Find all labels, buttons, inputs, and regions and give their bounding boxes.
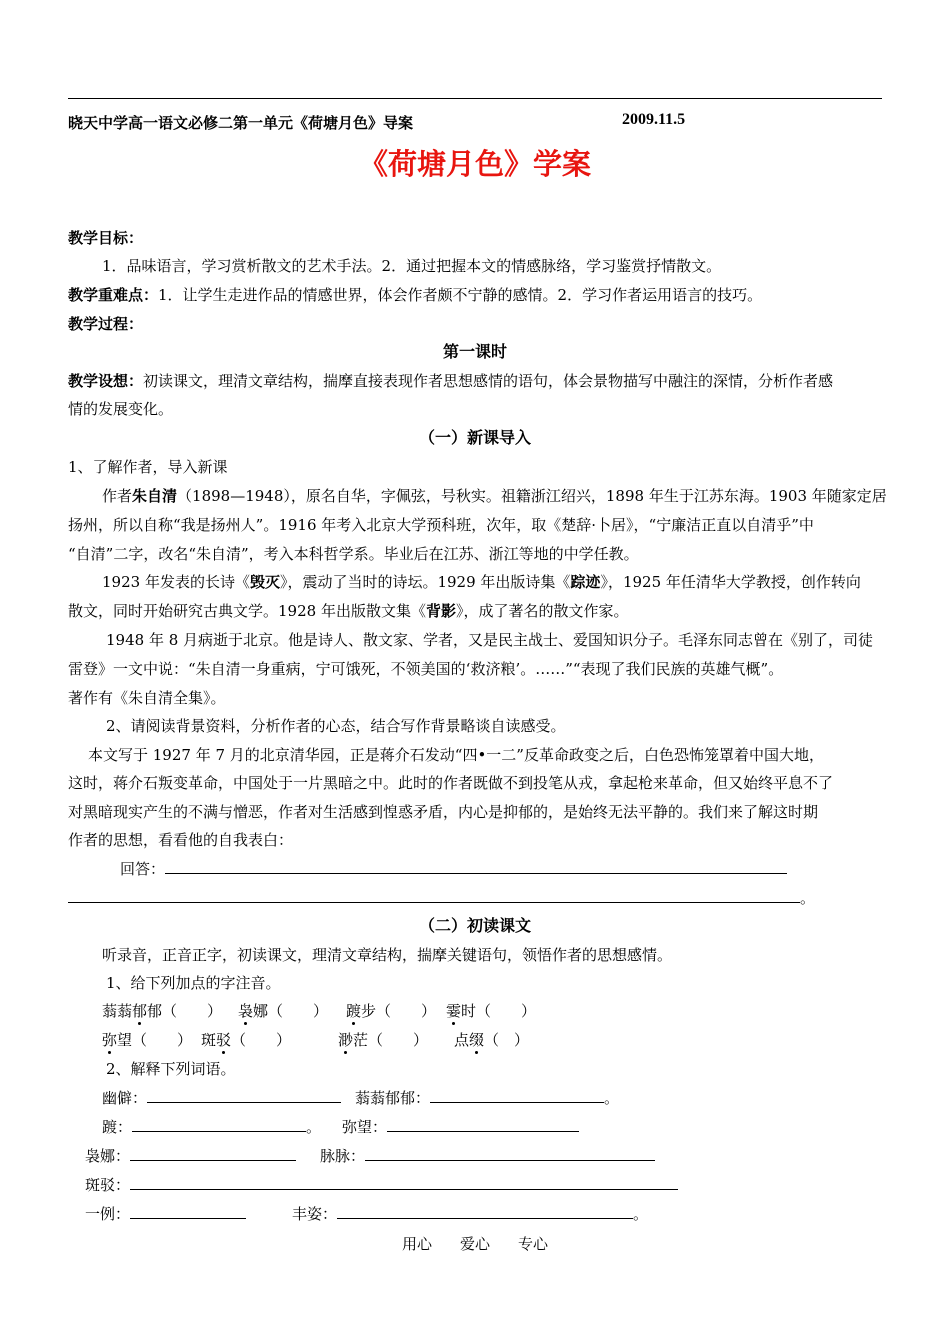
pinyin-item: 渺茫（ ） bbox=[338, 1031, 429, 1049]
design-line1 bbox=[68, 371, 833, 391]
key-points bbox=[68, 285, 762, 305]
design-line2: 情的发展变化。 bbox=[68, 400, 174, 418]
term-duo: 踱： 。 bbox=[102, 1118, 322, 1136]
pinyin-blank[interactable]: （ ） bbox=[476, 1002, 537, 1020]
objectives-text: 1．品味语言，学习赏析散文的艺术手法。2．通过把握本文的情感脉络，学习鉴赏抒情散文。 bbox=[102, 257, 722, 275]
pinyin-item: 踱步（ ） bbox=[346, 1002, 437, 1020]
section1-item2: 2、请阅读背景资料，分析作者的心态，结合写作背景略谈自读感受。 bbox=[106, 717, 566, 735]
answer-blank-1[interactable] bbox=[165, 859, 787, 874]
pinyin-item: 点缀（ ） bbox=[454, 1031, 530, 1049]
p1-text-a: 作者 bbox=[102, 487, 133, 505]
section2-intro: 听录音，正音正字，初读课文，理清文章结构，揣摩关键语句，领悟作者的思想感情。 bbox=[102, 946, 673, 964]
p1-text-b: （1898—1948），原名自华，字佩弦，号秋实。祖籍浙江绍兴，1898 年生于江苏东海。1903 年随家定居 bbox=[177, 487, 887, 505]
answer-blank-2[interactable] bbox=[68, 888, 800, 903]
dotted-char: 踱 bbox=[346, 1002, 362, 1020]
background-line4: 作者的思想，看看他的自我表白： bbox=[68, 831, 294, 849]
pinyin-blank[interactable]: （ ） bbox=[162, 1002, 223, 1020]
term-blank[interactable] bbox=[365, 1146, 655, 1161]
pinyin-item: 霎时（ ） bbox=[446, 1002, 537, 1020]
author-name: 朱自清 bbox=[132, 487, 178, 505]
term-blank[interactable] bbox=[430, 1088, 604, 1103]
author-paragraph-line2: 扬州，所以自称“我是扬州人”。1916 年考入北京大学预科班，次年，取《楚辞·卜居》，“宁廉洁正直以自清乎”中 bbox=[68, 516, 814, 534]
term-blank[interactable] bbox=[337, 1204, 633, 1219]
key-points-label: 教学重难点： bbox=[68, 286, 159, 304]
design-label: 教学设想： bbox=[68, 372, 144, 390]
term-blank[interactable] bbox=[130, 1175, 678, 1190]
answer-label: 回答： bbox=[120, 860, 166, 878]
dotted-char: 袅 bbox=[238, 1002, 254, 1020]
header-date: 2009.11.5 bbox=[622, 111, 686, 128]
author-paragraph-line1 bbox=[102, 486, 887, 506]
question1: 1、给下列加点的字注音。 bbox=[106, 974, 281, 992]
background-line3: 对黑暗现实产生的不满与憎恶，作者对生活感到惶惑矛盾，内心是抑郁的，是始终无法平静的。我们来了解这时期 bbox=[68, 803, 819, 821]
dotted-char: 缀 bbox=[469, 1031, 485, 1049]
key-points-text: 1．让学生走进作品的情感世界，体会作者颇不宁静的感情。2．学习作者运用语言的技巧。 bbox=[158, 286, 763, 304]
section1-item1: 1、了解作者，导入新课 bbox=[68, 458, 228, 476]
term-blank[interactable] bbox=[130, 1204, 246, 1219]
dotted-char: 渺 bbox=[338, 1031, 354, 1049]
page-footer bbox=[0, 1233, 950, 1254]
page-title: 《荷塘月色》学案 bbox=[358, 147, 591, 181]
term-blank[interactable] bbox=[387, 1117, 579, 1132]
pinyin-blank[interactable]: （ ） bbox=[268, 1002, 329, 1020]
p2-text-c: 》，1925 年任清华大学教授，创作转向 bbox=[600, 573, 861, 591]
term-blank[interactable] bbox=[132, 1117, 306, 1132]
pinyin-blank[interactable]: （ ） bbox=[132, 1031, 193, 1049]
author-paragraph-line3: “自清”二字，改名“朱自清”，考入本科哲学系。毕业后在江苏、浙江等地的中学任教。 bbox=[68, 545, 639, 563]
p2-text-b: 》，震动了当时的诗坛。1929 年出版诗集《 bbox=[279, 573, 571, 591]
works-paragraph-line2 bbox=[68, 601, 628, 621]
death-paragraph-line1: 1948 年 8 月病逝于北京。他是诗人、散文家、学者，又是民主战士、爱国知识分子。毛泽东同志曾在《别了，司徒 bbox=[106, 631, 874, 649]
death-paragraph-line3: 著作有《朱自清全集》。 bbox=[68, 689, 226, 707]
dotted-char: 霎 bbox=[446, 1002, 462, 1020]
objectives-label: 教学目标： bbox=[68, 229, 144, 247]
term-fengzi: 丰姿： 。 bbox=[292, 1205, 649, 1223]
pinyin-blank[interactable]: （ ） bbox=[484, 1031, 530, 1049]
section1-title: （一）新课导入 bbox=[418, 428, 531, 447]
works-paragraph-line1 bbox=[102, 572, 861, 592]
footer-word: 用心 bbox=[401, 1235, 432, 1253]
pinyin-item: 弥望（ ） bbox=[102, 1031, 193, 1049]
term-miwang: 弥望： bbox=[342, 1117, 579, 1137]
pinyin-item: 袅娜（ ） bbox=[238, 1002, 329, 1020]
footer-word: 专心 bbox=[518, 1235, 549, 1253]
pinyin-blank[interactable]: （ ） bbox=[376, 1002, 437, 1020]
work-title-3: 背影 bbox=[425, 602, 456, 620]
footer-word: 爱心 bbox=[459, 1235, 490, 1253]
p2-line2-a: 散文，同时开始研究古典文学。1928 年出版散文集《 bbox=[68, 602, 426, 620]
pinyin-blank[interactable]: （ ） bbox=[231, 1031, 292, 1049]
pinyin-item: 蓊蓊郁郁（ ） bbox=[102, 1002, 223, 1020]
dotted-char: 郁 bbox=[132, 1002, 148, 1020]
process-label: 教学过程： bbox=[68, 315, 144, 333]
dotted-char: 驳 bbox=[216, 1031, 232, 1049]
background-line2: 这时，蒋介石叛变革命，中国处于一片黑暗之中。此时的作者既做不到投笔从戎，拿起枪来革命，但又始终平息不了 bbox=[68, 774, 834, 792]
answer-row-2 bbox=[68, 888, 815, 908]
term-yili: 一例： bbox=[85, 1204, 246, 1224]
header-school-title: 晓天中学高一语文必修二第一单元《荷塘月色》导案 bbox=[68, 114, 414, 132]
term-momo: 脉脉： bbox=[320, 1146, 655, 1166]
term-niaonuo: 袅娜： bbox=[85, 1146, 296, 1166]
term-blank[interactable] bbox=[130, 1146, 296, 1161]
design-text-1: 初读课文，理清文章结构，揣摩直接表现作者思想感情的语句，体会景物描写中融注的深情，分析作者感 bbox=[143, 372, 834, 390]
header-rule bbox=[68, 98, 882, 99]
background-line1: 本文写于 1927 年 7 月的北京清华园，正是蒋介石发动“四•一二”反革命政变之后，白色恐怖笼罩着中国大地， bbox=[88, 746, 824, 764]
work-title-2: 踪迹 bbox=[570, 573, 601, 591]
p2-line2-b: 》，成了著名的散文作家。 bbox=[455, 602, 629, 620]
death-paragraph-line2: 雷登》一文中说：“朱自清一身重病，宁可饿死，不领美国的‘救济粮’。……”“表现了我们民族的英雄气概”。 bbox=[68, 660, 784, 678]
work-title-1: 毁灭 bbox=[249, 573, 280, 591]
term-wengweng: 蓊蓊郁郁： 。 bbox=[355, 1089, 620, 1107]
question2: 2、解释下列词语。 bbox=[106, 1060, 236, 1078]
term-youpi: 幽僻： bbox=[102, 1088, 341, 1108]
answer-end: 。 bbox=[800, 889, 816, 907]
dotted-char: 弥 bbox=[102, 1031, 118, 1049]
pinyin-blank[interactable]: （ ） bbox=[368, 1031, 429, 1049]
term-banbo: 斑驳： bbox=[85, 1175, 678, 1195]
section2-title: （二）初读课文 bbox=[418, 916, 531, 935]
lesson1-title: 第一课时 bbox=[442, 342, 507, 361]
answer-row bbox=[120, 859, 787, 879]
pinyin-item: 斑驳（ ） bbox=[201, 1031, 292, 1049]
p2-text-a: 1923 年发表的长诗《 bbox=[102, 573, 250, 591]
term-blank[interactable] bbox=[147, 1088, 341, 1103]
